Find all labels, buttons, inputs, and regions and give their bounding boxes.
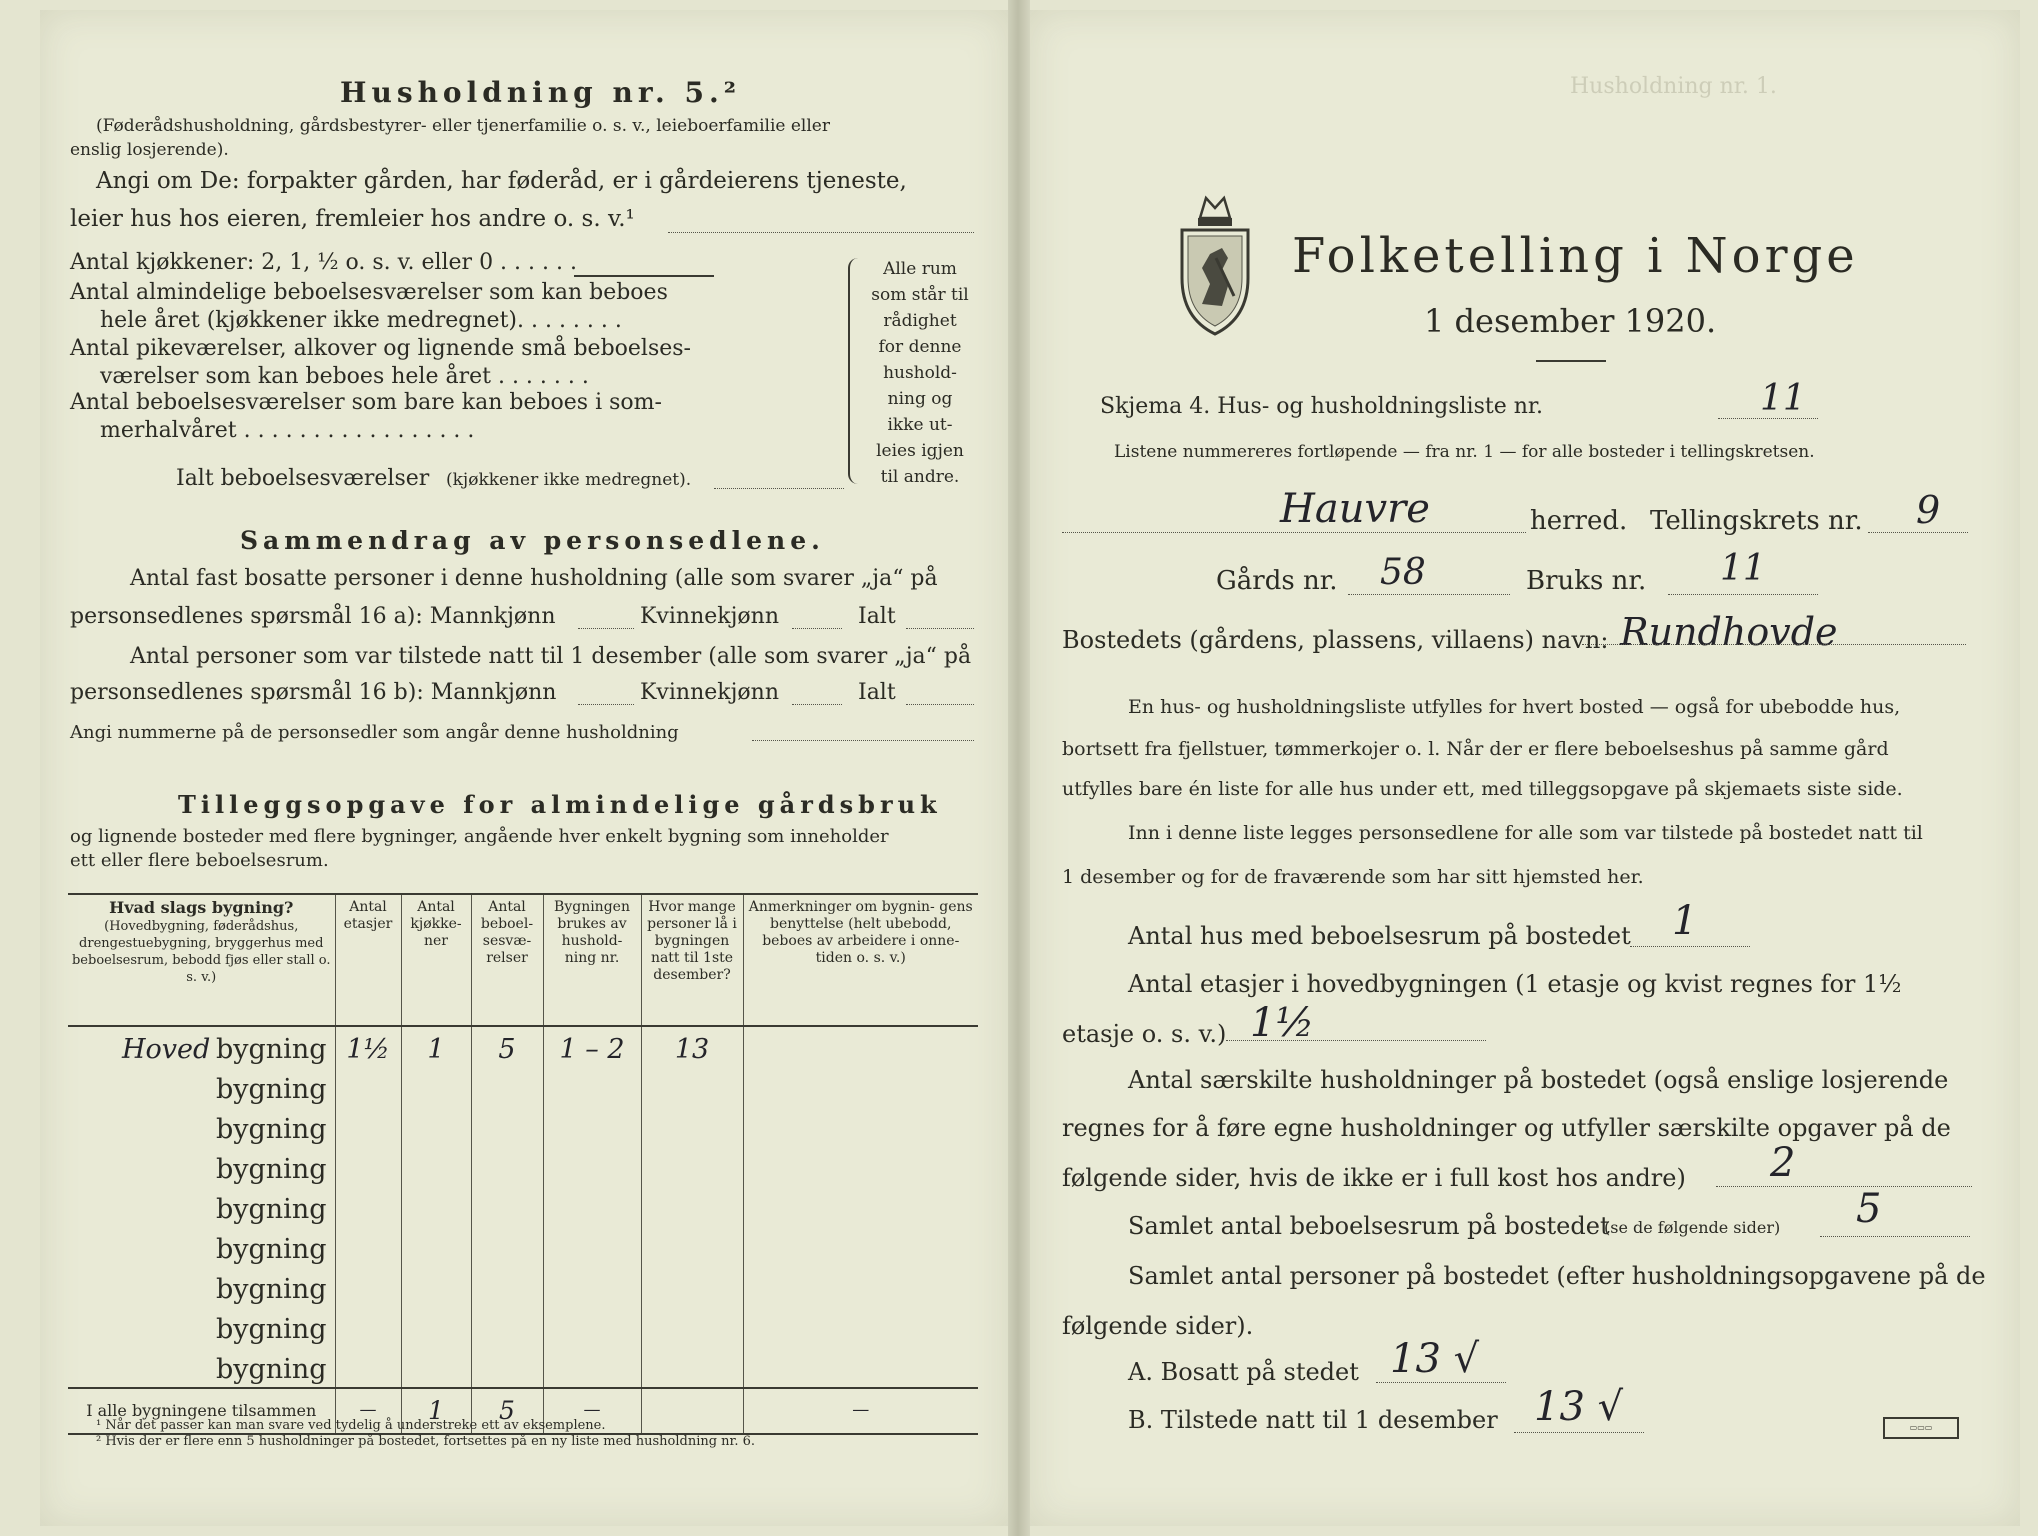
cell-vaerelser (471, 1187, 543, 1227)
footnote-2: ² Hvis der er flere enn 5 husholdninger på bostedet, fortsettes på en ny liste med husholdning nr. 6. (96, 1434, 756, 1449)
building-table (68, 893, 978, 1435)
table-row (68, 1267, 978, 1307)
almindelige-line-1: Antal almindelige beboelsesværelser som kan beboes (70, 280, 668, 305)
tillegg-line-2: ett eller flere beboelsesrum. (70, 850, 329, 871)
cell-husholdning (543, 1267, 641, 1307)
summary-line-1: Antal fast bosatte personer i denne husholdning (alle som svarer „ja“ på (130, 566, 938, 591)
cell-anm (743, 1107, 978, 1147)
info-line-4: Inn i denne liste legges personsedlene for alle som var tilstede på bostedet natt til (1128, 822, 1923, 844)
cell-personer (641, 1067, 743, 1107)
row-label: bygning (215, 1234, 327, 1265)
tilstede-line (1514, 1432, 1644, 1433)
row-label: bygning (215, 1154, 327, 1185)
header-kjokkener: Antal kjøkke- ner (401, 894, 471, 1026)
rum-note: (se de følgende sider) (1604, 1218, 1781, 1237)
ialt-vaerelser-answer-line (714, 488, 844, 489)
table-row (68, 1187, 978, 1227)
cell-personer: 13 (641, 1026, 743, 1067)
title-rule (1536, 360, 1606, 362)
total-personer (641, 1388, 743, 1434)
herred-line (1062, 532, 1526, 533)
cell-kjokken (401, 1147, 471, 1187)
cell-kjokken (401, 1347, 471, 1388)
total-vaerelser: 5 (471, 1388, 543, 1434)
gards-value: 58 (1380, 552, 1426, 593)
cell-personer (641, 1107, 743, 1147)
row-label: bygning (215, 1354, 327, 1385)
form-date: 1 desember 1920. (1424, 302, 1717, 340)
tillegg-title: Tilleggsopgave for almindelige gårdsbruk (178, 790, 942, 819)
cell-anm (743, 1267, 978, 1307)
cell-personer (641, 1227, 743, 1267)
cell-personer (641, 1307, 743, 1347)
antal-hus-label: Antal hus med beboelsesrum på bostedet (1128, 922, 1631, 950)
household-note-2: enslig losjerende). (70, 140, 229, 160)
side-note: Alle rum som står til rådighet for denne hushold- ning og ikke ut- leies igjen til andre. (871, 259, 969, 487)
row-label: bygning (215, 1114, 327, 1145)
row-label: bygning (215, 1074, 327, 1105)
cell-vaerelser (471, 1067, 543, 1107)
angi-answer-line (668, 232, 974, 233)
total-etasjer: — (335, 1388, 401, 1434)
cell-husholdning (543, 1347, 641, 1388)
side-note-brace (848, 258, 860, 484)
household-title: Husholdning nr. 5.² (340, 76, 742, 109)
table-row (68, 1307, 978, 1347)
bosatt-line (1376, 1382, 1506, 1383)
listene-note: Listene nummereres fortløpende — fra nr. 1 — for alle bosteder i tellingskretsen. (1114, 442, 1815, 462)
tellingskrets-label: Tellingskrets nr. (1650, 506, 1863, 536)
summary-line-2: personsedlenes spørsmål 16 a): Mannkjønn (70, 604, 556, 629)
cell-kjokken (401, 1187, 471, 1227)
skjema-number-line (1718, 418, 1818, 419)
mann-16b-line (578, 704, 634, 705)
numbers-answer-line (752, 740, 974, 741)
table-row (68, 1347, 978, 1388)
pikevaerelser-line-2: værelser som kan beboes hele året . . . . . . . (100, 364, 589, 389)
cell-vaerelser (471, 1107, 543, 1147)
tilstede-value: 13 √ (1534, 1384, 1624, 1430)
cell-personer (641, 1267, 743, 1307)
bruks-line (1668, 594, 1818, 595)
row-label: bygning (215, 1274, 327, 1305)
cell-husholdning (543, 1187, 641, 1227)
table-header-row (68, 894, 978, 1026)
cell-etasjer (335, 1227, 401, 1267)
tellingskrets-value: 9 (1916, 488, 1941, 532)
cell-kjokken (401, 1307, 471, 1347)
rum-value: 5 (1856, 1186, 1882, 1232)
cell-vaerelser (471, 1227, 543, 1267)
kvinne-16b-label: Kvinnekjønn (640, 680, 779, 705)
kvinne-16a-label: Kvinnekjønn (640, 604, 779, 629)
kjokkener-answer-line (574, 275, 714, 277)
footnote-1: ¹ Når det passer kan man svare ved tydelig å understreke ett av eksemplene. (96, 1418, 606, 1433)
cell-etasjer (335, 1267, 401, 1307)
cell-vaerelser (471, 1147, 543, 1187)
cell-etasjer (335, 1187, 401, 1227)
total-anm: — (743, 1388, 978, 1434)
antal-hus-line (1630, 946, 1750, 947)
total-husholdning: — (543, 1388, 641, 1434)
cell-kjokken (401, 1067, 471, 1107)
cell-anm (743, 1026, 978, 1067)
angi-line-2: leier hus hos eieren, fremleier hos andre o. s. v.¹ (70, 206, 635, 232)
cell-anm (743, 1307, 978, 1347)
summary-line-4: personsedlenes spørsmål 16 b): Mannkjønn (70, 680, 557, 705)
bosted-value: Rundhovde (1620, 610, 1838, 654)
rum-label: Samlet antal beboelsesrum på bostedet (1128, 1212, 1610, 1240)
cell-etasjer (335, 1347, 401, 1388)
angi-line-1: Angi om De: forpakter gården, har føderåd, er i gårdeierens tjeneste, (96, 168, 907, 194)
etasjer-value: 1½ (1250, 1000, 1315, 1046)
header-etasjer: Antal etasjer (335, 894, 401, 1026)
ialt-16b-label: Ialt (858, 680, 896, 705)
sommer-line-1: Antal beboelsesværelser som bare kan beboes i som- (70, 390, 662, 415)
table-row (68, 1067, 978, 1107)
husholdninger-line-3: følgende sider, hvis de ikke er i full kost hos andre) (1062, 1164, 1686, 1192)
bruks-label: Bruks nr. (1526, 566, 1647, 596)
bosatt-value: 13 √ (1390, 1336, 1480, 1382)
gards-line (1348, 594, 1510, 595)
row-label: Hoved bygning (122, 1034, 327, 1065)
cell-husholdning (543, 1227, 641, 1267)
info-line-5: 1 desember og for de fraværende som har sitt hjemsted her. (1062, 866, 1644, 888)
cell-kjokken (401, 1227, 471, 1267)
cell-anm (743, 1347, 978, 1388)
bleed-through-heading: Husholdning nr. 1. (1570, 74, 1777, 99)
info-line-3: utfylles bare én liste for alle hus under ett, med tilleggsopgave på skjemaets siste side. (1062, 778, 1903, 800)
skjema-label: Skjema 4. Hus- og husholdningsliste nr. (1100, 394, 1543, 419)
summary-line-3: Antal personer som var tilstede natt til 1 desember (alle som svarer „ja“ på (130, 644, 972, 669)
total-label: I alle bygningene tilsammen (86, 1400, 317, 1420)
husholdninger-line (1716, 1186, 1972, 1187)
table-row (68, 1107, 978, 1147)
rum-line (1820, 1236, 1970, 1237)
table-row (68, 1026, 978, 1067)
ialt-16b-line (906, 704, 974, 705)
cell-anm (743, 1067, 978, 1107)
personer-line-1: Samlet antal personer på bostedet (efter husholdningsopgavene på de (1128, 1262, 1986, 1290)
cell-vaerelser: 5 (471, 1026, 543, 1067)
numbers-line: Angi nummerne på de personsedler som angår denne husholdning (70, 722, 679, 743)
cell-husholdning: 1 – 2 (543, 1026, 641, 1067)
husholdninger-value: 2 (1770, 1140, 1796, 1186)
cell-kjokken (401, 1107, 471, 1147)
cell-etasjer (335, 1067, 401, 1107)
row-label: bygning (215, 1194, 327, 1225)
cell-husholdning (543, 1307, 641, 1347)
cell-etasjer (335, 1147, 401, 1187)
info-line-2: bortsett fra fjellstuer, tømmerkojer o. l. Når der er flere beboelseshus på samme gård (1062, 738, 1889, 760)
header-vaerelser: Antal beboel- sesvæ- relser (471, 894, 543, 1026)
bruks-value: 11 (1720, 548, 1766, 589)
kvinne-16b-line (792, 704, 842, 705)
etasjer-line-2: etasje o. s. v.) (1062, 1020, 1227, 1048)
kvinne-16a-line (792, 628, 842, 629)
cell-etasjer (335, 1307, 401, 1347)
personer-line-2: følgende sider). (1062, 1312, 1254, 1340)
pikevaerelser-line-1: Antal pikeværelser, alkover og lignende små beboelses- (70, 336, 691, 361)
total-kjokken: 1 (401, 1388, 471, 1434)
cell-husholdning (543, 1067, 641, 1107)
etasjer-line (1226, 1040, 1486, 1041)
husholdninger-line-2: regnes for å føre egne husholdninger og utfyller særskilte opgaver på de (1062, 1114, 1951, 1142)
cell-vaerelser (471, 1267, 543, 1307)
header-husholdning: Bygningen brukes av hushold- ning nr. (543, 894, 641, 1026)
bosted-label: Bostedets (gårdens, plassens, villaens) navn: (1062, 626, 1609, 654)
herred-label: herred. (1530, 506, 1628, 536)
norway-coat-of-arms-icon (1172, 188, 1258, 338)
bosatt-label: A. Bosatt på stedet (1128, 1358, 1359, 1386)
cell-personer (641, 1187, 743, 1227)
ialt-vaerelser-note: (kjøkkener ikke medregnet). (446, 470, 692, 490)
summary-title: Sammendrag av personsedlene. (240, 526, 825, 555)
gards-label: Gårds nr. (1216, 566, 1338, 596)
cell-kjokken: 1 (401, 1026, 471, 1067)
page-fold (1008, 0, 1030, 1536)
cell-anm (743, 1147, 978, 1187)
household-note-1: (Føderådshusholdning, gårdsbestyrer- eller tjenerfamilie o. s. v., leieboerfamilie eller (96, 116, 830, 136)
mann-16a-line (578, 628, 634, 629)
tillegg-line-1: og lignende bosteder med flere bygninger, angående hver enkelt bygning som inneholder (70, 826, 889, 847)
skjema-number: 11 (1760, 378, 1806, 419)
cell-husholdning (543, 1107, 641, 1147)
ialt-16a-label: Ialt (858, 604, 896, 629)
info-line-1: En hus- og husholdningsliste utfylles for hvert bosted — også for ubebodde hus, (1128, 696, 1901, 718)
table-row (68, 1227, 978, 1267)
almindelige-line-2: hele året (kjøkkener ikke medregnet). . . . . . . . (100, 308, 622, 333)
cell-anm (743, 1187, 978, 1227)
etasjer-line-1: Antal etasjer i hovedbygningen (1 etasje og kvist regnes for 1½ (1128, 970, 1902, 998)
bosted-line (1582, 644, 1966, 645)
printer-stamp: ▭▭▭ (1883, 1417, 1959, 1439)
cell-personer (641, 1147, 743, 1187)
ialt-vaerelser-label: Ialt beboelsesværelser (176, 466, 430, 491)
herred-value: Hauvre (1280, 486, 1430, 532)
antal-hus-value: 1 (1672, 898, 1698, 944)
cell-etasjer: 1½ (335, 1026, 401, 1067)
cell-anm (743, 1227, 978, 1267)
cell-vaerelser (471, 1307, 543, 1347)
header-personer: Hvor mange personer lå i bygningen natt til 1ste desember? (641, 894, 743, 1026)
cell-vaerelser (471, 1347, 543, 1388)
sommer-line-2: merhalvåret . . . . . . . . . . . . . . . . . (100, 418, 475, 443)
cell-personer (641, 1347, 743, 1388)
header-bygning: Hvad slags bygning? (Hovedbygning, føderådshus, drengestuebygning, bryggerhus med beboelsesrum, bebodd fjøs eller stall o. s. v.) (71, 898, 331, 985)
kjokkener-line: Antal kjøkkener: 2, 1, ½ o. s. v. eller 0 . . . . . . (70, 250, 577, 275)
cell-kjokken (401, 1267, 471, 1307)
header-anmerkninger: Anmerkninger om bygnin- gens benyttelse (helt ubebodd, beboes av arbeidere i onne- tiden o. s. v.) (743, 894, 978, 1026)
cell-etasjer (335, 1107, 401, 1147)
tellingskrets-line (1868, 532, 1968, 533)
table-row (68, 1147, 978, 1187)
form-title: Folketelling i Norge (1292, 228, 1859, 284)
ialt-16a-line (906, 628, 974, 629)
tilstede-label: B. Tilstede natt til 1 desember (1128, 1406, 1498, 1434)
cell-husholdning (543, 1147, 641, 1187)
row-label: bygning (215, 1314, 327, 1345)
husholdninger-line-1: Antal særskilte husholdninger på bostedet (også enslige losjerende (1128, 1066, 1949, 1094)
